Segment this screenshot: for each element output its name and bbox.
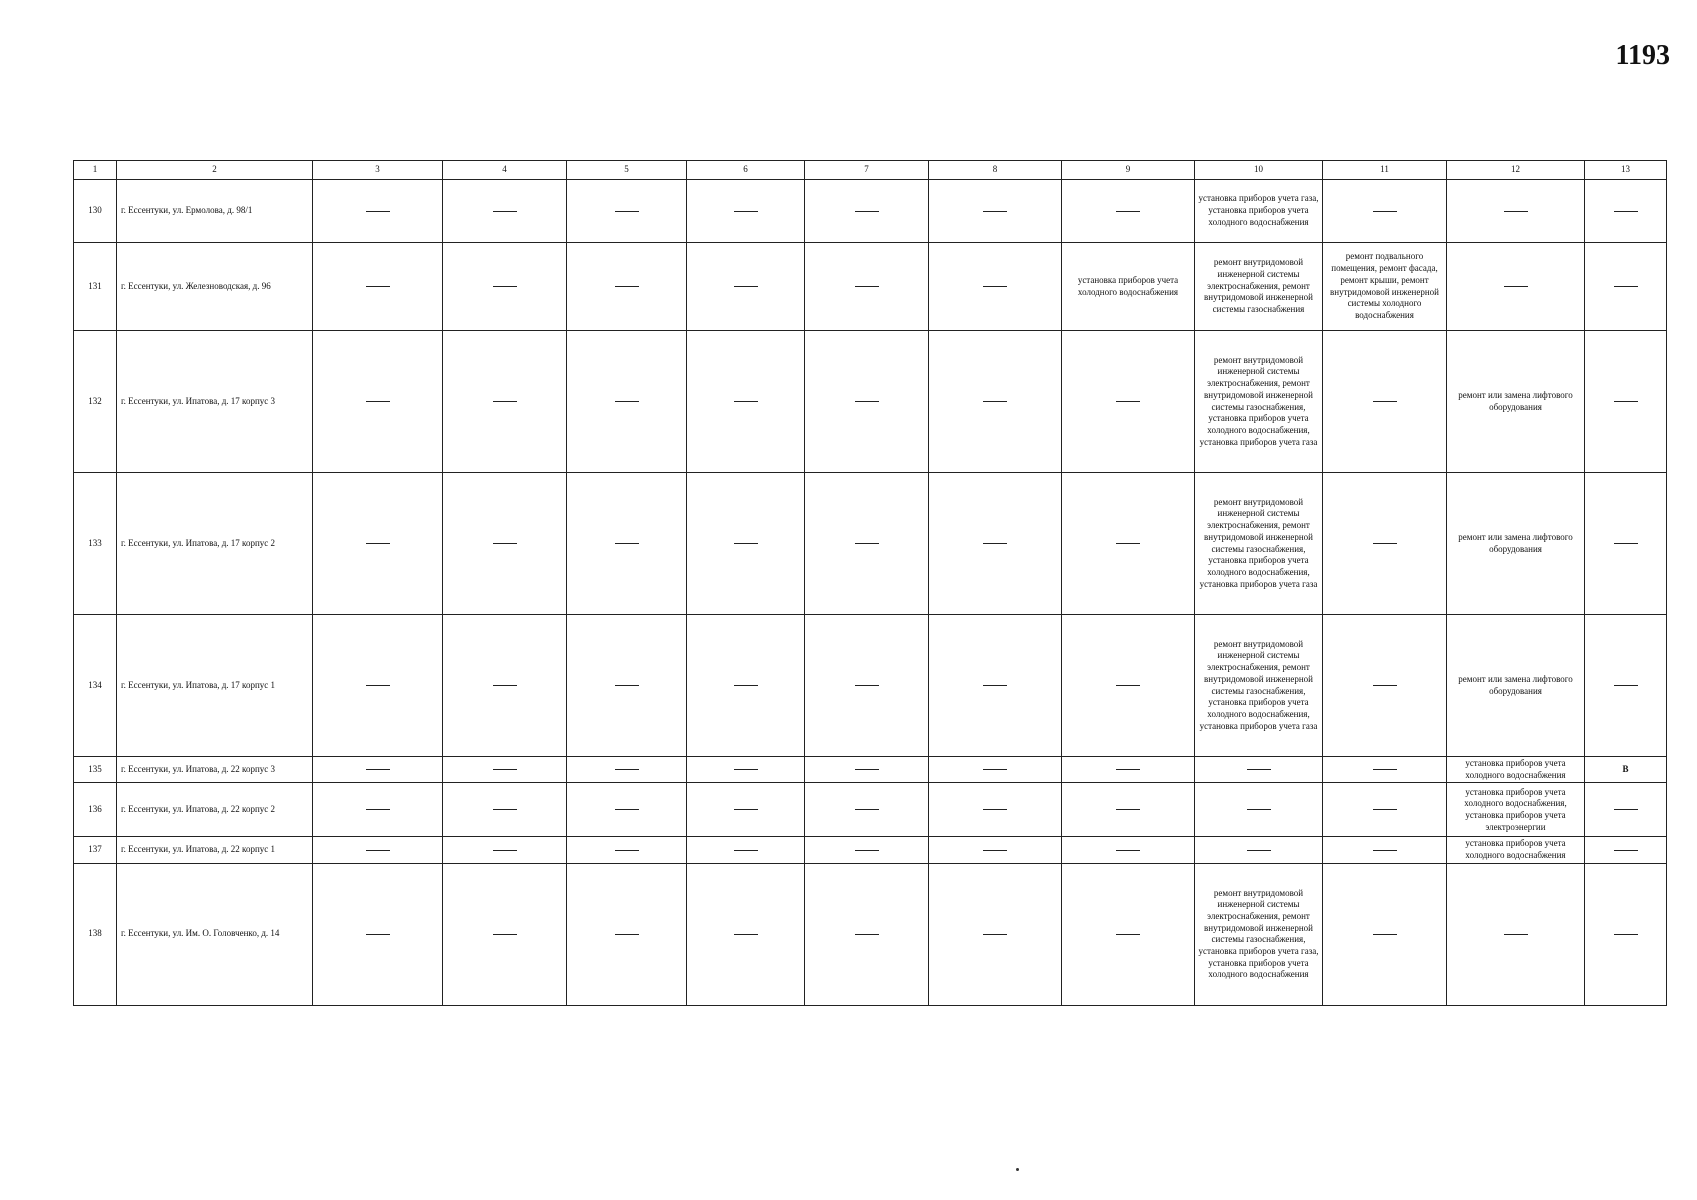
dash-mark <box>1614 286 1638 287</box>
address-cell: г. Ессентуки, ул. Ипатова, д. 17 корпус 1 <box>117 615 313 757</box>
column-header: 1 <box>74 161 117 180</box>
empty-cell <box>929 757 1062 783</box>
empty-cell <box>1447 863 1585 1005</box>
empty-cell <box>1323 837 1447 863</box>
empty-cell <box>1447 243 1585 331</box>
dash-mark <box>1116 685 1140 686</box>
dash-mark <box>615 769 639 770</box>
dash-mark <box>366 286 390 287</box>
empty-cell <box>1062 473 1195 615</box>
dash-mark <box>615 211 639 212</box>
dash-mark <box>855 934 879 935</box>
empty-cell <box>313 615 443 757</box>
empty-cell <box>1323 757 1447 783</box>
dash-mark <box>1614 850 1638 851</box>
dash-mark <box>983 401 1007 402</box>
address-cell: г. Ессентуки, ул. Ипатова, д. 22 корпус 3 <box>117 757 313 783</box>
empty-cell <box>805 615 929 757</box>
empty-cell <box>1323 180 1447 243</box>
dash-mark <box>734 685 758 686</box>
empty-cell <box>1585 615 1667 757</box>
empty-cell <box>567 757 687 783</box>
empty-cell <box>929 243 1062 331</box>
dash-mark <box>1116 769 1140 770</box>
empty-cell <box>443 243 567 331</box>
work-cell: ремонт или замена лифтового оборудования <box>1447 473 1585 615</box>
empty-cell <box>313 863 443 1005</box>
dash-mark <box>493 211 517 212</box>
empty-cell <box>567 243 687 331</box>
dash-mark <box>734 769 758 770</box>
empty-cell <box>687 180 805 243</box>
empty-cell <box>687 757 805 783</box>
empty-cell <box>687 473 805 615</box>
empty-cell <box>1062 783 1195 837</box>
empty-cell <box>1585 863 1667 1005</box>
empty-cell <box>567 863 687 1005</box>
dash-mark <box>1504 211 1528 212</box>
empty-cell <box>1062 757 1195 783</box>
dash-mark <box>1614 809 1638 810</box>
column-header: 2 <box>117 161 313 180</box>
dash-mark <box>1116 850 1140 851</box>
dash-mark <box>493 809 517 810</box>
column-header: 5 <box>567 161 687 180</box>
empty-cell <box>567 783 687 837</box>
row-number: 135 <box>74 757 117 783</box>
dash-mark <box>366 543 390 544</box>
work-cell: ремонт или замена лифтового оборудования <box>1447 331 1585 473</box>
dash-mark <box>366 211 390 212</box>
empty-cell <box>313 757 443 783</box>
table-row <box>74 757 1667 783</box>
work-cell: ремонт внутридомовой инженерной системы электроснабжения, ремонт внутридомовой инженерной системы газоснабжения, установка приборов учета газа, установка приборов учета холодного водоснабжения <box>1195 863 1323 1005</box>
empty-cell <box>805 180 929 243</box>
dash-mark <box>734 211 758 212</box>
empty-cell <box>1447 180 1585 243</box>
dash-mark <box>366 769 390 770</box>
dash-mark <box>615 934 639 935</box>
row-number: 137 <box>74 837 117 863</box>
dash-mark <box>855 769 879 770</box>
dash-mark <box>983 543 1007 544</box>
column-header: 9 <box>1062 161 1195 180</box>
empty-cell <box>1195 837 1323 863</box>
dash-mark <box>615 286 639 287</box>
empty-cell <box>443 331 567 473</box>
column-header: 13 <box>1585 161 1667 180</box>
dash-mark <box>983 934 1007 935</box>
empty-cell <box>1062 863 1195 1005</box>
dash-mark <box>1373 211 1397 212</box>
dash-mark <box>1373 685 1397 686</box>
dash-mark <box>855 685 879 686</box>
dash-mark <box>1247 809 1271 810</box>
dash-mark <box>983 211 1007 212</box>
dash-mark <box>734 934 758 935</box>
empty-cell <box>805 243 929 331</box>
empty-cell <box>1062 615 1195 757</box>
dash-mark <box>983 850 1007 851</box>
empty-cell <box>1323 331 1447 473</box>
dash-mark <box>1116 401 1140 402</box>
empty-cell <box>805 863 929 1005</box>
dash-mark <box>1247 769 1271 770</box>
empty-cell <box>313 243 443 331</box>
dash-mark <box>366 809 390 810</box>
empty-cell <box>1585 243 1667 331</box>
dash-mark <box>983 286 1007 287</box>
column-header: 10 <box>1195 161 1323 180</box>
dash-mark <box>855 850 879 851</box>
empty-cell <box>929 863 1062 1005</box>
dash-mark <box>734 850 758 851</box>
table-row <box>74 863 1667 1005</box>
dash-mark <box>493 685 517 686</box>
empty-cell <box>687 243 805 331</box>
empty-cell <box>805 837 929 863</box>
dash-mark <box>493 934 517 935</box>
dash-mark <box>1614 543 1638 544</box>
dash-mark <box>1373 934 1397 935</box>
column-header: 11 <box>1323 161 1447 180</box>
empty-cell <box>805 783 929 837</box>
work-cell: ремонт внутридомовой инженерной системы электроснабжения, ремонт внутридомовой инженерной системы газоснабжения, установка приборов учета холодного водоснабжения, установка приборов учета газа <box>1195 473 1323 615</box>
work-cell: ремонт внутридомовой инженерной системы электроснабжения, ремонт внутридомовой инженерной системы газоснабжения <box>1195 243 1323 331</box>
row-number: 130 <box>74 180 117 243</box>
empty-cell <box>805 757 929 783</box>
empty-cell <box>1062 331 1195 473</box>
address-cell: г. Ессентуки, ул. Им. О. Головченко, д. 14 <box>117 863 313 1005</box>
dash-mark <box>493 769 517 770</box>
address-cell: г. Ессентуки, ул. Ипатова, д. 17 корпус 2 <box>117 473 313 615</box>
dash-mark <box>855 401 879 402</box>
empty-cell <box>313 331 443 473</box>
dash-mark <box>1247 850 1271 851</box>
page-number: 1193 <box>1615 40 1670 71</box>
empty-cell <box>1323 473 1447 615</box>
dash-mark <box>734 401 758 402</box>
empty-cell <box>1585 837 1667 863</box>
dash-mark <box>983 685 1007 686</box>
table-row <box>74 180 1667 243</box>
dash-mark <box>493 850 517 851</box>
dash-mark <box>1504 286 1528 287</box>
work-cell: ремонт подвального помещения, ремонт фасада, ремонт крыши, ремонт внутридомовой инженерной системы холодного водоснабжения <box>1323 243 1447 331</box>
empty-cell <box>1323 615 1447 757</box>
dash-mark <box>855 809 879 810</box>
works-table <box>73 160 1667 1006</box>
empty-cell <box>567 180 687 243</box>
row-number: 136 <box>74 783 117 837</box>
dash-mark <box>855 286 879 287</box>
row-number: 133 <box>74 473 117 615</box>
dash-mark <box>1614 685 1638 686</box>
work-cell: установка приборов учета холодного водоснабжения <box>1062 243 1195 331</box>
empty-cell <box>929 837 1062 863</box>
dash-mark <box>1373 769 1397 770</box>
empty-cell <box>687 863 805 1005</box>
table-row <box>74 783 1667 837</box>
empty-cell <box>687 615 805 757</box>
empty-cell <box>567 473 687 615</box>
empty-cell <box>1323 863 1447 1005</box>
dash-mark <box>983 809 1007 810</box>
empty-cell <box>929 473 1062 615</box>
dash-mark <box>615 809 639 810</box>
dash-mark <box>366 850 390 851</box>
empty-cell <box>1062 837 1195 863</box>
empty-cell <box>313 180 443 243</box>
empty-cell <box>687 783 805 837</box>
work-cell: ремонт внутридомовой инженерной системы электроснабжения, ремонт внутридомовой инженерной системы газоснабжения, установка приборов учета холодного водоснабжения, установка приборов учета газа <box>1195 615 1323 757</box>
empty-cell <box>1195 783 1323 837</box>
empty-cell <box>929 331 1062 473</box>
row-number: 131 <box>74 243 117 331</box>
dash-mark <box>1373 850 1397 851</box>
empty-cell <box>1062 180 1195 243</box>
dash-mark <box>1116 934 1140 935</box>
dash-mark <box>615 850 639 851</box>
row-number: 134 <box>74 615 117 757</box>
dash-mark <box>615 401 639 402</box>
empty-cell <box>687 331 805 473</box>
dash-mark <box>734 809 758 810</box>
empty-cell <box>443 473 567 615</box>
dash-mark <box>493 286 517 287</box>
empty-cell <box>443 837 567 863</box>
empty-cell <box>929 615 1062 757</box>
work-cell: ремонт внутридомовой инженерной системы электроснабжения, ремонт внутридомовой инженерной системы газоснабжения, установка приборов учета холодного водоснабжения, установка приборов учета газа <box>1195 331 1323 473</box>
empty-cell <box>929 783 1062 837</box>
table-row <box>74 473 1667 615</box>
dash-mark <box>983 769 1007 770</box>
address-cell: г. Ессентуки, ул. Ипатова, д. 17 корпус 3 <box>117 331 313 473</box>
dash-mark <box>493 543 517 544</box>
empty-cell <box>443 863 567 1005</box>
table-header-row <box>74 161 1667 180</box>
dash-mark <box>1373 809 1397 810</box>
empty-cell <box>567 615 687 757</box>
dash-mark <box>615 543 639 544</box>
dash-mark <box>734 286 758 287</box>
table-row <box>74 243 1667 331</box>
dash-mark <box>1373 401 1397 402</box>
dash-mark <box>1614 934 1638 935</box>
dash-mark <box>1116 543 1140 544</box>
empty-cell <box>1585 783 1667 837</box>
empty-cell <box>443 615 567 757</box>
work-cell: установка приборов учета холодного водоснабжения <box>1447 757 1585 783</box>
column-header: 6 <box>687 161 805 180</box>
dash-mark <box>855 543 879 544</box>
empty-cell <box>443 180 567 243</box>
empty-cell <box>805 331 929 473</box>
column-header: 7 <box>805 161 929 180</box>
table-row <box>74 615 1667 757</box>
work-cell: установка приборов учета газа, установка приборов учета холодного водоснабжения <box>1195 180 1323 243</box>
work-cell: установка приборов учета холодного водоснабжения, установка приборов учета электроэнергии <box>1447 783 1585 837</box>
work-cell: В <box>1585 757 1667 783</box>
empty-cell <box>1585 473 1667 615</box>
empty-cell <box>1585 331 1667 473</box>
work-cell: ремонт или замена лифтового оборудования <box>1447 615 1585 757</box>
empty-cell <box>567 837 687 863</box>
dash-mark <box>1614 211 1638 212</box>
dash-mark <box>734 543 758 544</box>
dash-mark <box>1504 934 1528 935</box>
empty-cell <box>313 473 443 615</box>
empty-cell <box>1323 783 1447 837</box>
work-cell: установка приборов учета холодного водоснабжения <box>1447 837 1585 863</box>
table-row <box>74 331 1667 473</box>
table-row <box>74 837 1667 863</box>
empty-cell <box>443 783 567 837</box>
dash-mark <box>1373 543 1397 544</box>
row-number: 138 <box>74 863 117 1005</box>
empty-cell <box>443 757 567 783</box>
column-header: 4 <box>443 161 567 180</box>
dash-mark <box>366 934 390 935</box>
dash-mark <box>855 211 879 212</box>
dash-mark <box>366 685 390 686</box>
empty-cell <box>1585 180 1667 243</box>
dash-mark <box>1116 809 1140 810</box>
empty-cell <box>805 473 929 615</box>
dash-mark <box>493 401 517 402</box>
empty-cell <box>1195 757 1323 783</box>
empty-cell <box>313 837 443 863</box>
dash-mark <box>366 401 390 402</box>
empty-cell <box>929 180 1062 243</box>
dash-mark <box>615 685 639 686</box>
address-cell: г. Ессентуки, ул. Ипатова, д. 22 корпус 2 <box>117 783 313 837</box>
address-cell: г. Ессентуки, ул. Ипатова, д. 22 корпус 1 <box>117 837 313 863</box>
row-number: 132 <box>74 331 117 473</box>
empty-cell <box>313 783 443 837</box>
empty-cell <box>567 331 687 473</box>
address-cell: г. Ессентуки, ул. Ермолова, д. 98/1 <box>117 180 313 243</box>
column-header: 12 <box>1447 161 1585 180</box>
scan-dot <box>1016 1168 1019 1171</box>
column-header: 3 <box>313 161 443 180</box>
dash-mark <box>1614 401 1638 402</box>
address-cell: г. Ессентуки, ул. Железноводская, д. 96 <box>117 243 313 331</box>
column-header: 8 <box>929 161 1062 180</box>
empty-cell <box>687 837 805 863</box>
dash-mark <box>1116 211 1140 212</box>
